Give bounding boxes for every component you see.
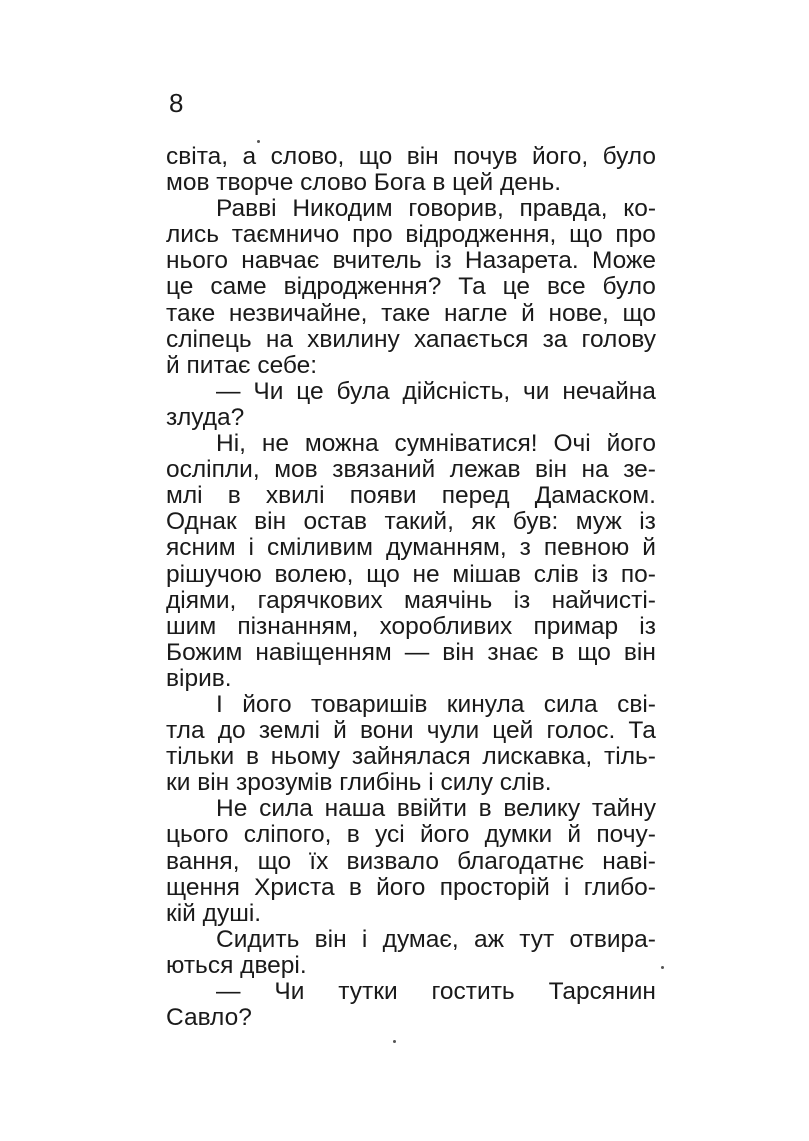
word: наві-	[602, 847, 656, 875]
word: лись	[166, 221, 219, 249]
word: із	[639, 612, 656, 640]
word: його	[376, 873, 426, 901]
word: кинула	[446, 690, 525, 718]
word: і	[248, 534, 254, 562]
word: вони	[359, 717, 414, 745]
word: було	[602, 143, 656, 170]
text-line	[166, 196, 656, 222]
word: в	[245, 743, 259, 771]
word: муж	[575, 508, 622, 536]
word: шим	[166, 612, 217, 640]
word: відродження?	[283, 273, 442, 301]
word: хоробливих	[379, 612, 513, 640]
scan-speck	[257, 140, 260, 143]
word: звязаний	[332, 456, 436, 484]
word: почу-	[596, 821, 656, 849]
text-line: кій душі.	[166, 899, 262, 927]
word: навчає	[241, 247, 320, 275]
word: в	[551, 638, 565, 666]
word: голову	[581, 325, 656, 353]
word: Однак	[166, 508, 237, 536]
word: появи	[349, 482, 417, 510]
word: думає,	[382, 925, 459, 953]
word: ясним	[166, 534, 236, 562]
word: був:	[512, 508, 559, 536]
text-line: ються двері.	[166, 951, 307, 979]
word: думанням,	[385, 534, 507, 562]
word: говорив,	[408, 195, 504, 223]
word: Дамаском.	[534, 482, 656, 510]
text-line	[166, 248, 656, 274]
word: що	[366, 560, 400, 588]
word: чи	[523, 377, 550, 405]
word: він	[535, 456, 567, 484]
word: нього	[166, 247, 228, 275]
word: Христа	[254, 873, 335, 901]
word: щення	[166, 873, 240, 901]
text-line	[166, 457, 656, 483]
word: сила	[259, 795, 313, 823]
text-line	[166, 796, 656, 822]
word: це	[166, 273, 194, 301]
word: таємничо	[231, 221, 340, 249]
word: вання,	[166, 847, 240, 875]
word: ньому	[270, 743, 341, 771]
word: думки	[484, 821, 553, 849]
word: а	[242, 143, 257, 170]
word: він	[314, 925, 347, 953]
word: із	[434, 247, 452, 275]
word: лискавка,	[482, 743, 593, 771]
word: навіщенням	[255, 638, 392, 666]
word: його	[606, 430, 656, 458]
word: із	[639, 508, 656, 536]
word: відродження,	[405, 221, 557, 249]
text-line: й питає себе:	[166, 351, 318, 379]
word: мішав	[452, 560, 521, 588]
word: з	[519, 534, 531, 562]
word: примар	[533, 612, 619, 640]
word: Ні,	[216, 430, 246, 458]
word: в	[346, 821, 360, 849]
word: велику	[503, 795, 581, 823]
word: Назарета.	[464, 247, 579, 275]
word: і	[564, 873, 570, 901]
word: тайну	[591, 795, 656, 823]
word: глибо-	[583, 873, 656, 901]
word: його,	[531, 143, 589, 170]
word: Не	[216, 795, 248, 823]
text-line	[166, 927, 656, 953]
word: про	[352, 221, 393, 249]
text-line	[166, 535, 656, 561]
word: що	[577, 638, 611, 666]
text-line	[166, 718, 656, 744]
word: й	[642, 534, 656, 562]
word: це	[502, 273, 531, 301]
word: Никодим	[292, 195, 393, 223]
word: слів	[533, 560, 579, 588]
word: вчитель	[332, 247, 422, 275]
word: землі	[258, 717, 320, 745]
word: Равві	[216, 195, 277, 223]
text-line	[166, 692, 656, 718]
word: на	[581, 456, 609, 484]
word: він	[254, 508, 287, 536]
word: зе-	[623, 456, 656, 484]
word: І	[216, 690, 223, 718]
word: що	[257, 847, 292, 875]
word: товаришів	[311, 690, 428, 718]
word: певною	[543, 534, 630, 562]
word: він	[442, 638, 475, 666]
word: й	[333, 717, 347, 745]
word: незвичайне,	[228, 299, 368, 327]
word: Очі	[553, 430, 591, 458]
text-line	[166, 979, 656, 1005]
word: такий,	[384, 508, 454, 536]
text-line	[166, 875, 656, 901]
word: хвилі	[265, 482, 325, 510]
word: почув	[453, 143, 518, 170]
scan-speck	[661, 966, 664, 969]
word: чули	[426, 717, 480, 745]
word: осліпли,	[166, 456, 260, 484]
text-line	[166, 588, 656, 614]
word: —	[216, 978, 241, 1005]
word: лежав	[449, 456, 521, 484]
word: аж	[474, 925, 505, 953]
text-line	[166, 614, 656, 640]
word: отвира-	[569, 925, 656, 953]
word: нове,	[548, 299, 609, 327]
page-number: 8	[169, 88, 184, 118]
word: сумніватися!	[394, 430, 538, 458]
text-line: ки він зрозумів глибінь і силу слів.	[166, 769, 552, 797]
word: він	[623, 638, 656, 666]
word: в	[478, 795, 492, 823]
word: тут	[519, 925, 555, 953]
text-line	[166, 483, 656, 509]
word: сила	[543, 690, 598, 718]
word: ко-	[623, 195, 656, 223]
word: млі	[166, 482, 203, 510]
word: визвало	[346, 847, 439, 875]
word: діями,	[166, 586, 237, 614]
word: сміливим	[266, 534, 374, 562]
word: благодатнє	[457, 847, 585, 875]
word: Чи	[274, 978, 305, 1005]
word: що	[622, 299, 656, 327]
word: в	[227, 482, 241, 510]
word: не	[412, 560, 440, 588]
word: тла	[166, 717, 205, 745]
word: усі	[375, 821, 405, 849]
word: сві-	[617, 690, 656, 718]
word: що	[569, 221, 603, 249]
word: було	[602, 273, 656, 301]
word: найчисті-	[551, 586, 656, 614]
word: була	[336, 377, 390, 405]
word: Божим	[166, 638, 243, 666]
word: знає	[487, 638, 539, 666]
word: гарячкових	[257, 586, 383, 614]
text-line	[166, 562, 656, 588]
word: як	[471, 508, 496, 536]
word: гостить	[431, 978, 515, 1005]
text-line	[166, 640, 656, 666]
text-line	[166, 849, 656, 875]
word: нечайна	[562, 377, 656, 405]
text-line: мов творче слово Бога в цей день.	[166, 169, 562, 197]
text-line	[166, 509, 656, 535]
text-line	[166, 327, 656, 353]
word: все	[546, 273, 586, 301]
word: що	[358, 143, 393, 170]
text-line	[166, 222, 656, 248]
word: таке	[381, 299, 431, 327]
text-line	[166, 144, 656, 170]
word: мов	[274, 456, 318, 484]
word: ввійти	[396, 795, 467, 823]
word: пізнанням,	[237, 612, 359, 640]
word: Та	[458, 273, 486, 301]
word: зайнялася	[351, 743, 471, 771]
word: він	[406, 143, 439, 170]
word: Та	[628, 717, 656, 745]
word: рішучою	[166, 560, 262, 588]
word: світа,	[166, 143, 229, 170]
word: його	[242, 690, 292, 718]
word: Може	[591, 247, 656, 275]
word: —	[216, 377, 241, 405]
word: тіль-	[604, 743, 656, 771]
word: слово,	[270, 143, 345, 170]
word: його	[419, 821, 470, 849]
word: по-	[620, 560, 656, 588]
text-body	[166, 144, 656, 1031]
word: із	[513, 586, 531, 614]
word: маячінь	[403, 586, 493, 614]
word: не	[261, 430, 289, 458]
word: наша	[324, 795, 386, 823]
word: волею,	[274, 560, 354, 588]
word: цього	[166, 821, 229, 849]
word: Тарсянин	[548, 978, 656, 1005]
word: таке	[166, 299, 216, 327]
word: нагле	[443, 299, 508, 327]
text-line: Савло?	[166, 1004, 252, 1032]
word: і	[361, 925, 368, 953]
word: їх	[309, 847, 329, 875]
word: й	[521, 299, 535, 327]
text-line	[166, 379, 656, 405]
word: й	[567, 821, 582, 849]
word: можна	[304, 430, 379, 458]
word: хвилину	[307, 325, 400, 353]
word: перед	[441, 482, 510, 510]
word: сліпець	[166, 325, 252, 353]
text-line: злуда?	[166, 403, 245, 431]
word: сліпого,	[243, 821, 332, 849]
word: тільки	[166, 743, 235, 771]
text-line: вірив.	[166, 664, 232, 692]
word: Сидить	[216, 925, 300, 953]
word: цей	[492, 717, 534, 745]
text-line	[166, 744, 656, 770]
word: до	[217, 717, 246, 745]
text-line	[166, 431, 656, 457]
text-line	[166, 301, 656, 327]
word: просторій	[439, 873, 550, 901]
word: —	[404, 638, 430, 666]
word: це	[296, 377, 324, 405]
word: остав	[303, 508, 368, 536]
word: тутки	[338, 978, 398, 1005]
text-line	[166, 274, 656, 300]
scan-speck	[393, 1040, 396, 1043]
word: дійсність,	[402, 377, 511, 405]
text-line	[166, 822, 656, 848]
word: за	[542, 325, 568, 353]
word: на	[265, 325, 293, 353]
word: саме	[210, 273, 267, 301]
word: Чи	[253, 377, 284, 405]
word: про	[615, 221, 656, 249]
word: в	[348, 873, 362, 901]
word: хапається	[413, 325, 529, 353]
word: із	[591, 560, 609, 588]
word: правда,	[519, 195, 608, 223]
word: голос.	[546, 717, 616, 745]
